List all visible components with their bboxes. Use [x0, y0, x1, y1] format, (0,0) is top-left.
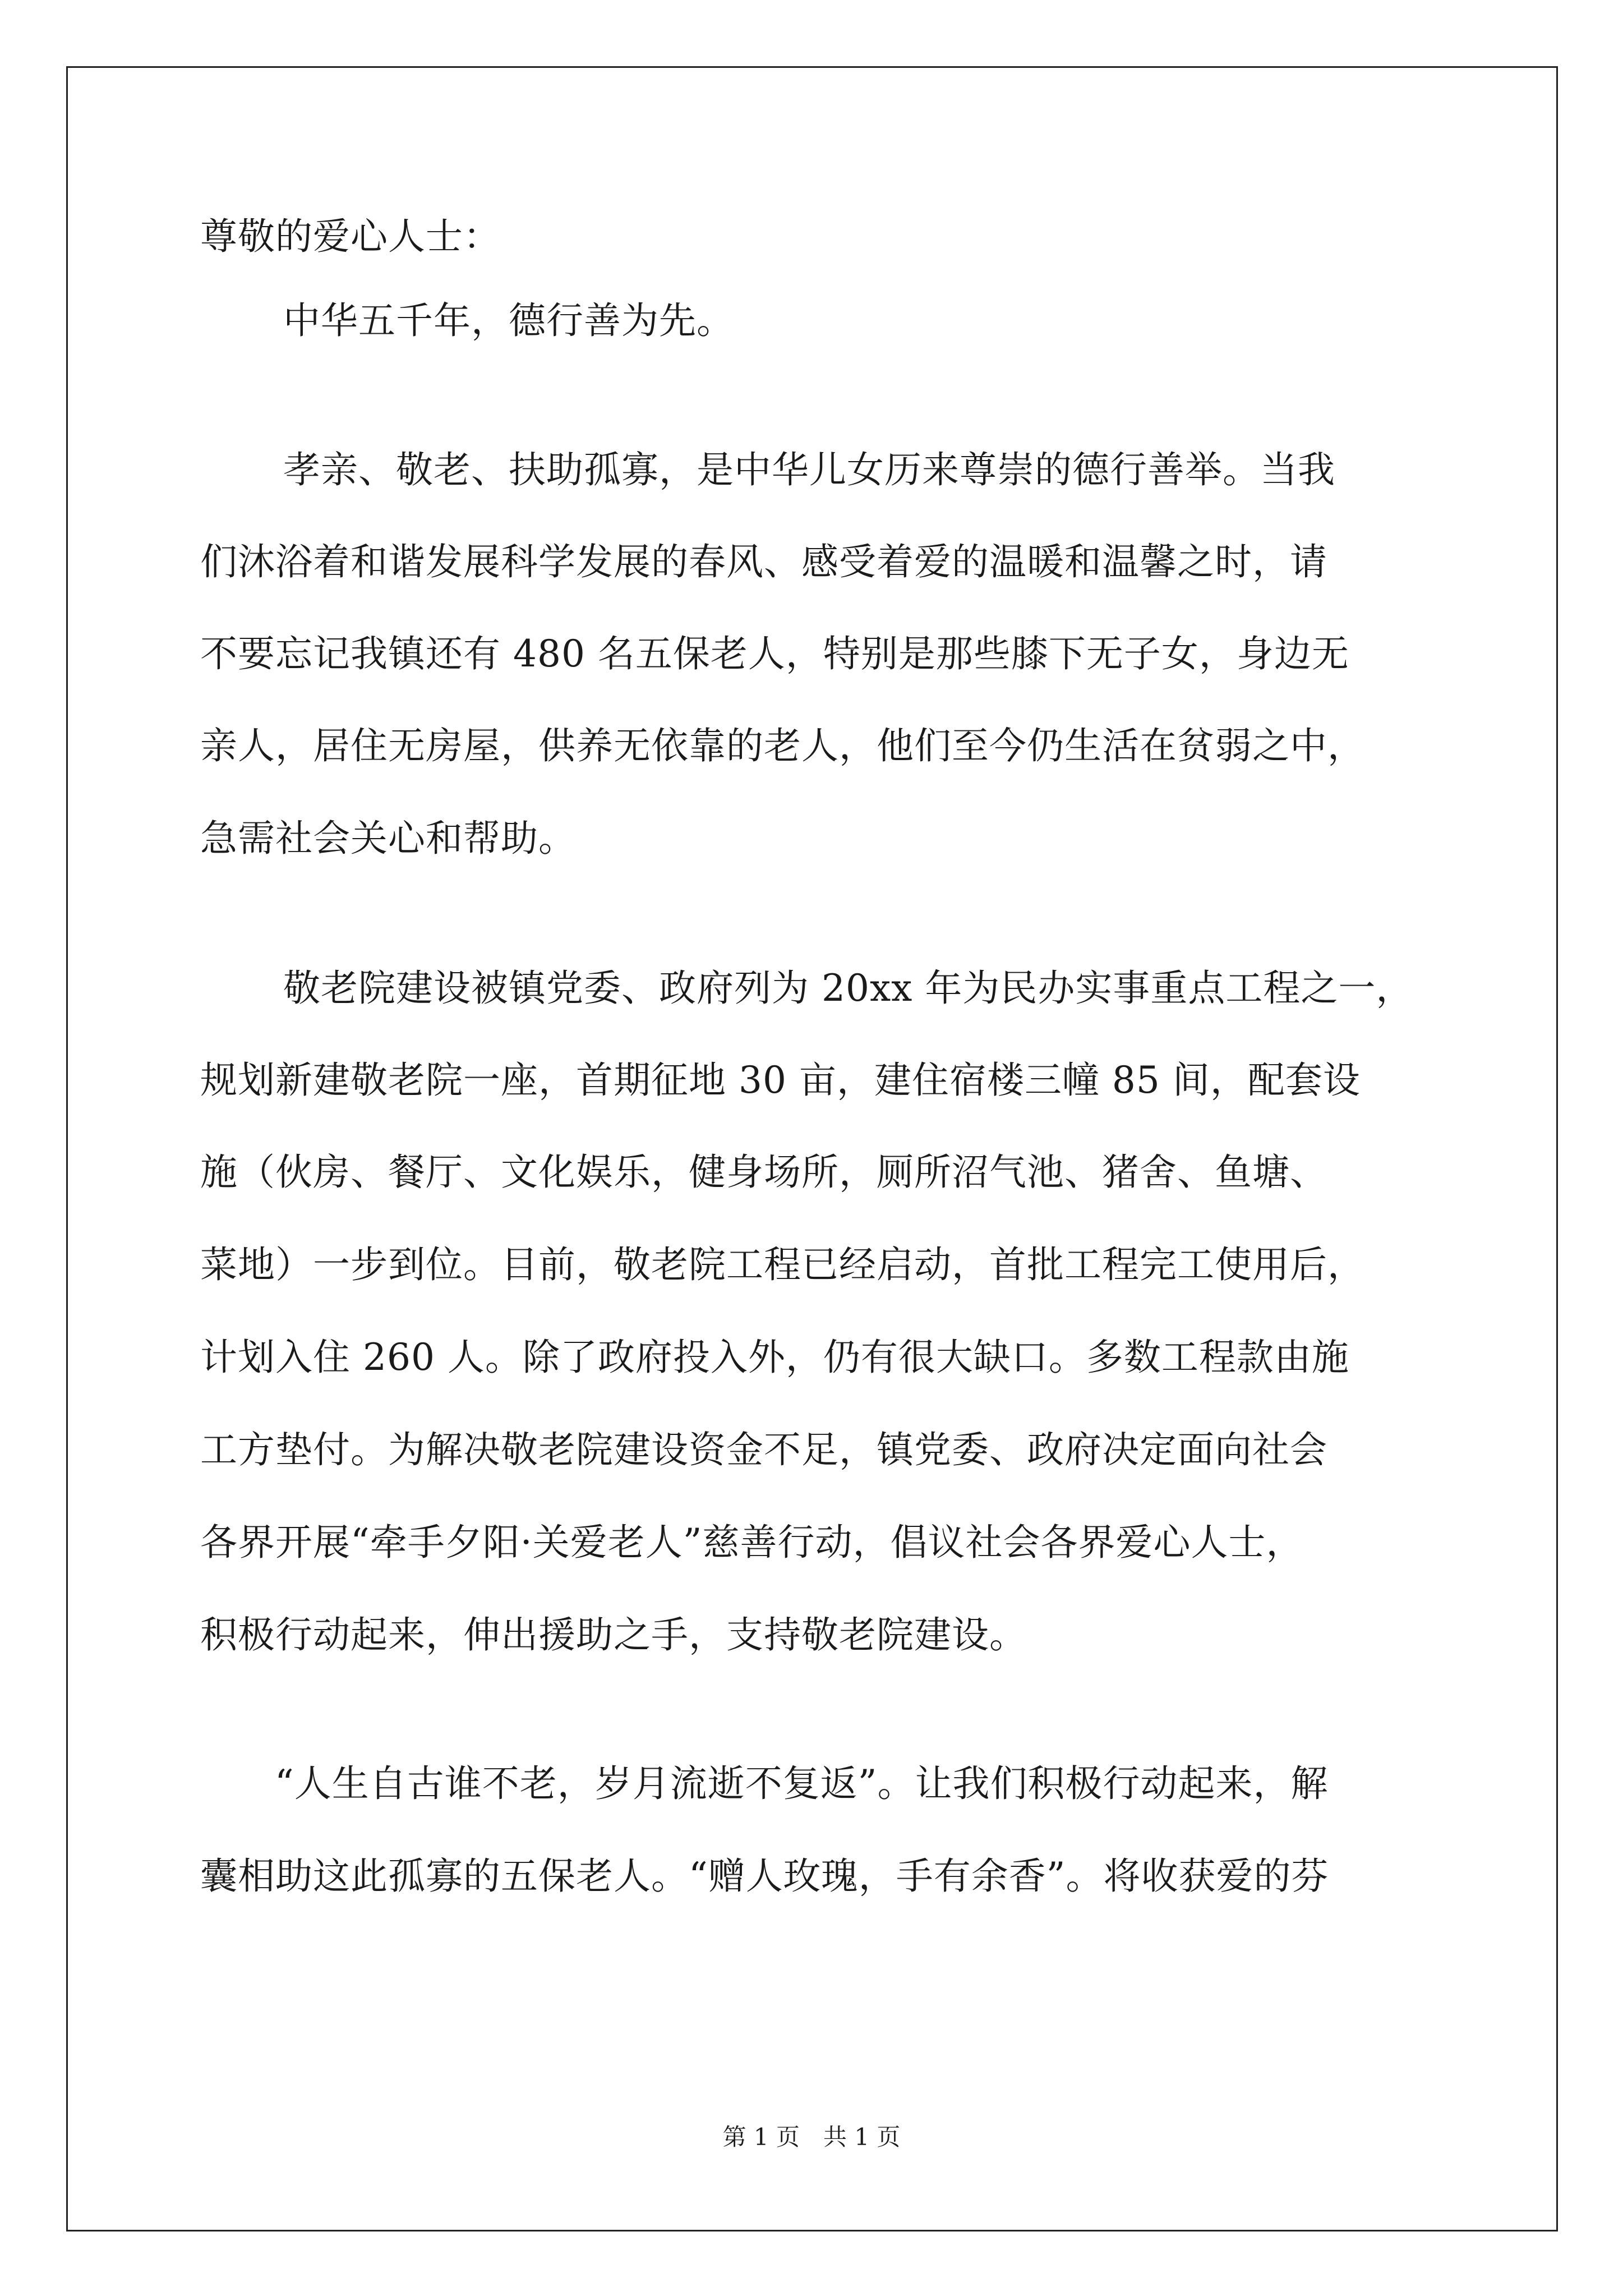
paragraph-line: 工方垫付。为解决敬老院建设资金不足，镇党委、政府决定面向社会	[200, 1428, 1327, 1471]
paragraph-line: 积极行动起来，伸出援助之手，支持敬老院建设。	[200, 1613, 1027, 1657]
paragraph-line: 们沐浴着和谐发展科学发展的春风、感受着爱的温暖和温馨之时，请	[200, 540, 1327, 583]
paragraph-line: 敬老院建设被镇党委、政府列为 20xx 年为民办实事重点工程之一，	[283, 967, 1414, 1010]
paragraph-line: 规划新建敬老院一座，首期征地 30 亩，建住宿楼三幢 85 间，配套设	[200, 1059, 1361, 1102]
paragraph-line: 囊相助这此孤寡的五保老人。“赠人玫瑰，手有余香”。将收获爱的芬	[200, 1855, 1329, 1898]
paragraph-line: 孝亲、敬老、扶助孤寡，是中华儿女历来尊崇的德行善举。当我	[283, 448, 1335, 491]
paragraph-line: 施（伙房、餐厅、文化娱乐，健身场所，厕所沼气池、猪舍、鱼塘、	[200, 1151, 1327, 1194]
page-border	[66, 66, 1558, 2231]
paragraph-line: 各界开展“牵手夕阳·关爱老人”慈善行动，倡议社会各界爱心人士，	[200, 1521, 1304, 1564]
paragraph-line: 菜地）一步到位。目前，敬老院工程已经启动，首批工程完工使用后，	[200, 1243, 1365, 1286]
paragraph-line: 不要忘记我镇还有 480 名五保老人，特别是那些膝下无子女，身边无	[200, 632, 1349, 675]
paragraph-line: 急需社会关心和帮助。	[200, 817, 576, 860]
paragraph-line: “人生自古谁不老，岁月流逝不复返”。让我们积极行动起来，解	[275, 1762, 1329, 1805]
paragraph-line: 中华五千年，德行善为先。	[283, 299, 734, 342]
paragraph-line: 亲人，居住无房屋，供养无依靠的老人，他们至今仍生活在贫弱之中，	[200, 724, 1365, 767]
page-number-footer: 第 1 页 共 1 页	[722, 2123, 901, 2151]
salutation: 尊敬的爱心人士：	[200, 215, 501, 258]
paragraph-line: 计划入住 260 人。除了政府投入外，仍有很大缺口。多数工程款由施	[200, 1336, 1349, 1379]
